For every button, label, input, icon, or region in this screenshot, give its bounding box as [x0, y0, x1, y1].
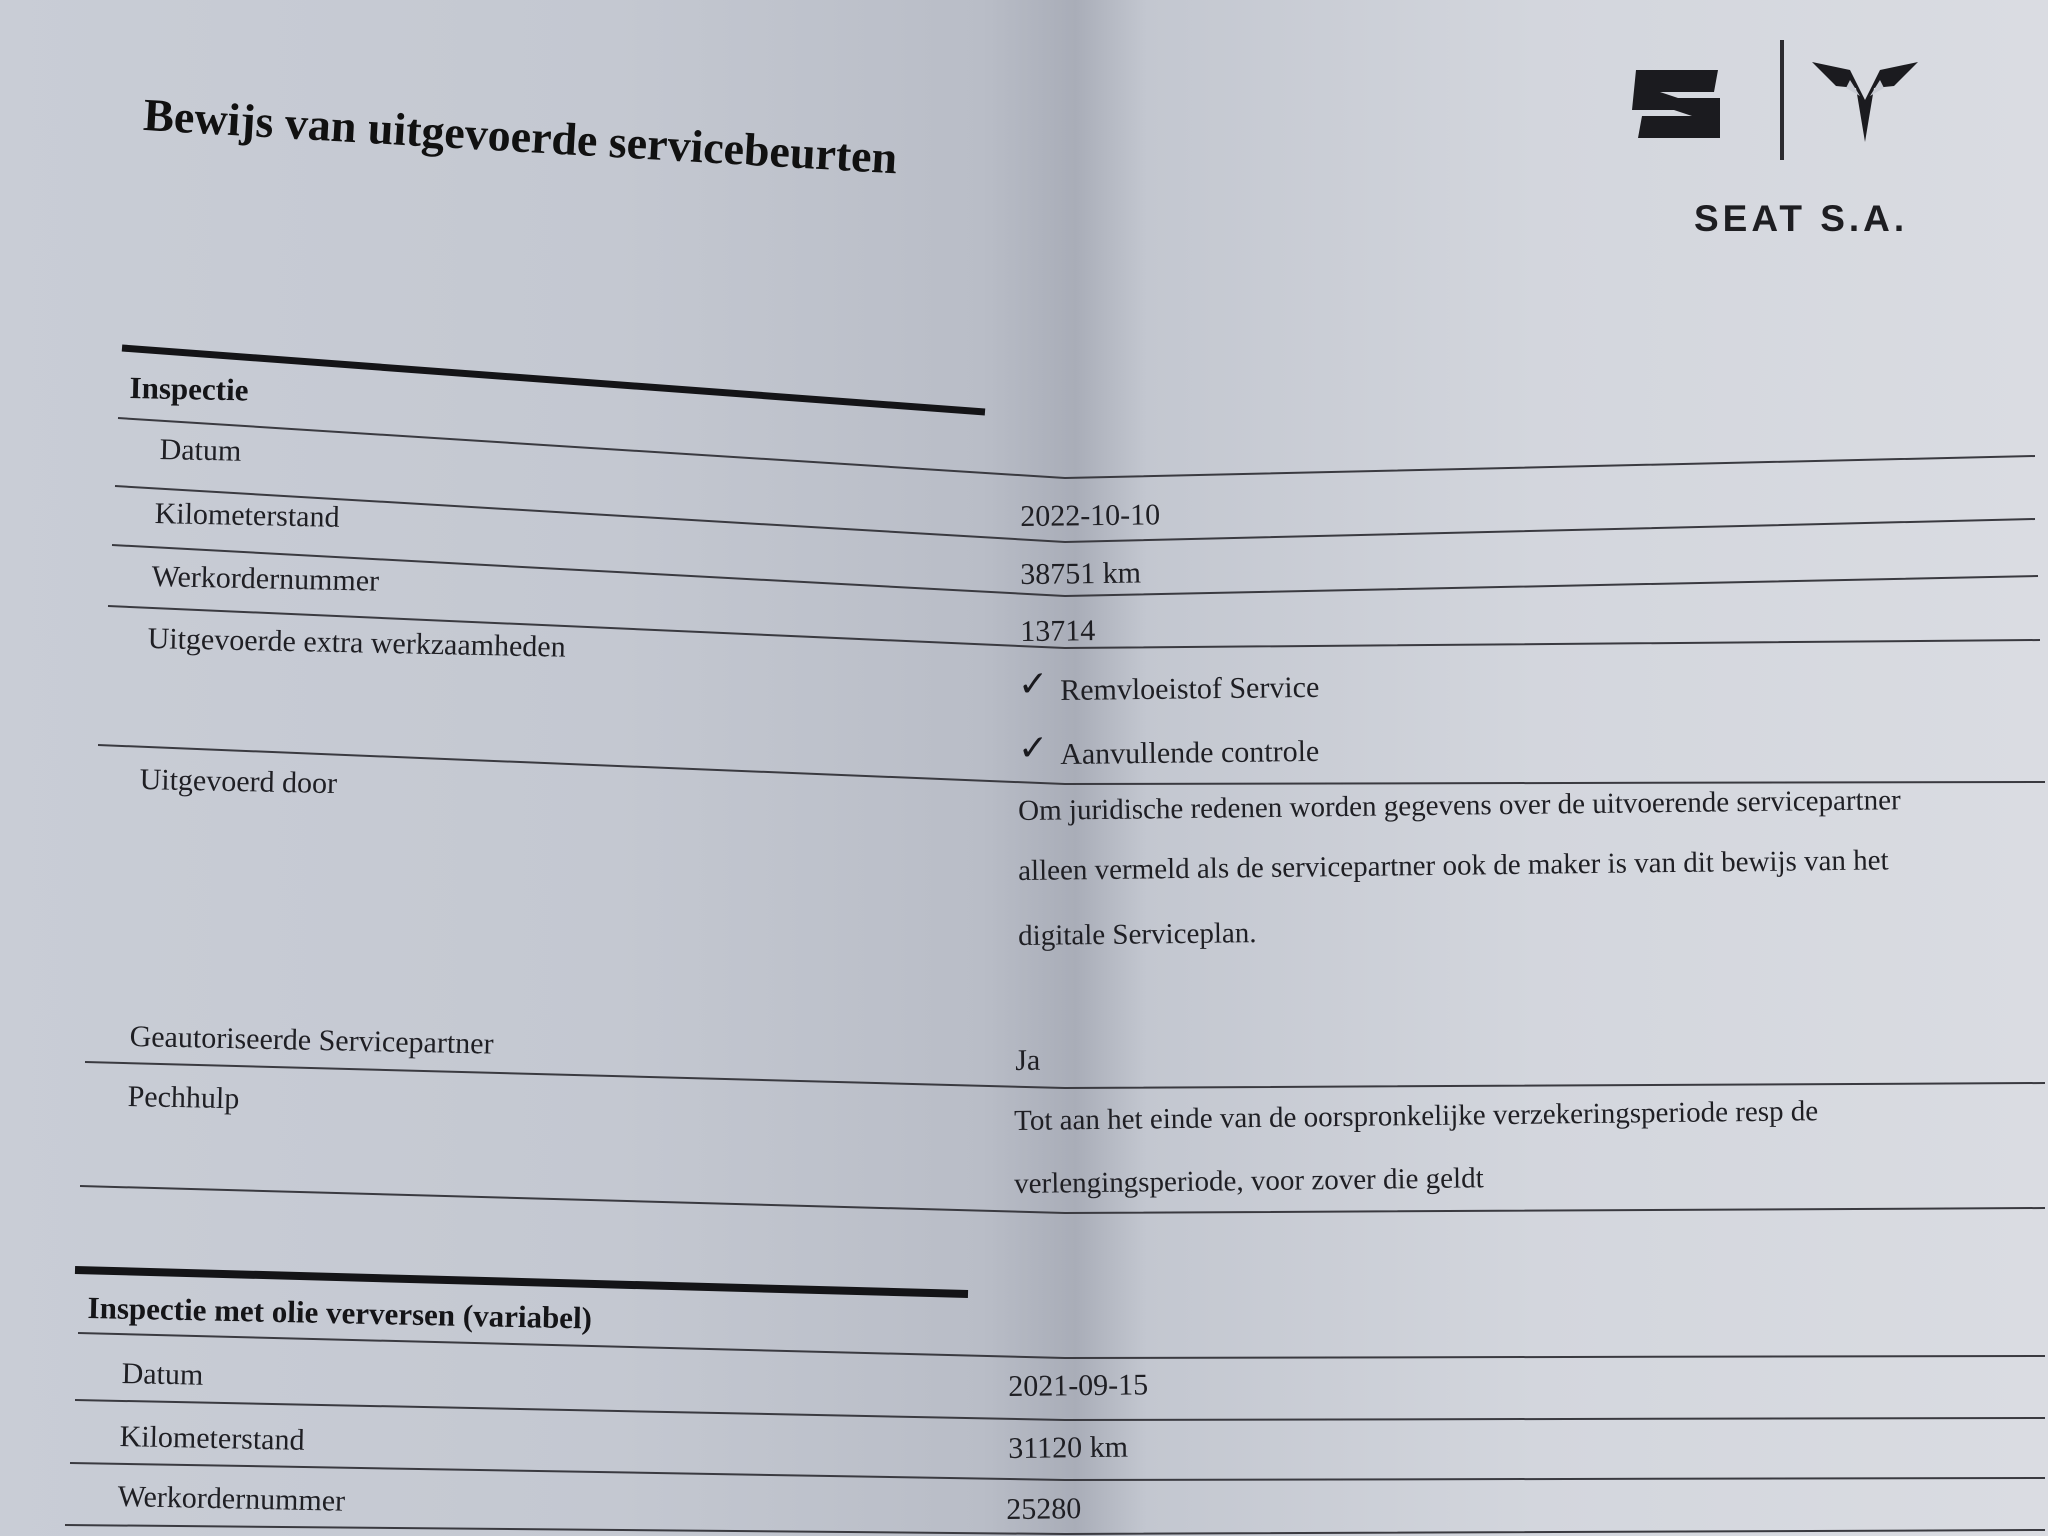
row-rule [85, 1062, 2045, 1088]
company-name: SEAT S.A. [1694, 198, 1909, 239]
pechhulp-text: verlengingsperiode, voor zover die geldt [1014, 1162, 1484, 1200]
kilometerstand-value: 38751 km [1020, 556, 1142, 591]
row-rule [118, 418, 2035, 478]
werkordernummer-value: 13714 [1020, 614, 1096, 648]
datum-label: Datum [159, 433, 242, 468]
row-rule [70, 1463, 2045, 1480]
geautoriseerde-servicepartner-value: Ja [1015, 1043, 1041, 1077]
olie-werkordernummer-label: Werkordernummer [117, 1480, 346, 1518]
section-bar [75, 1270, 968, 1294]
pechhulp-text: Tot aan het einde van de oorspronkelijke verzekeringsperiode resp de [1014, 1095, 1819, 1137]
checkmark-icon: ✓ [1018, 728, 1049, 769]
uitgevoerd-door-label: Uitgevoerd door [139, 763, 338, 801]
olie-datum-label: Datum [121, 1357, 204, 1392]
row-rule [78, 1333, 2045, 1358]
olie-datum-value: 2021-09-15 [1008, 1368, 1149, 1403]
datum-value: 2022-10-10 [1020, 498, 1161, 533]
geautoriseerde-servicepartner-label: Geautoriseerde Servicepartner [129, 1020, 494, 1061]
document-title: Bewijs van uitgevoerde servicebeurten [142, 88, 899, 184]
werkordernummer-label: Werkordernummer [151, 560, 380, 598]
inspectie-olie-heading: Inspectie met olie verversen (variabel) [87, 1290, 593, 1336]
extra-werkzaamheden-label: Uitgevoerde extra werkzaamheden [147, 622, 567, 664]
inspectie-heading: Inspectie [129, 370, 249, 408]
kilometerstand-label: Kilometerstand [154, 497, 340, 534]
olie-kilometerstand-value: 31120 km [1008, 1430, 1129, 1465]
extra-item: Aanvullende controle [1060, 734, 1320, 771]
pechhulp-label: Pechhulp [127, 1080, 240, 1116]
section-bar [122, 348, 985, 412]
olie-kilometerstand-label: Kilometerstand [119, 1420, 305, 1457]
checkmark-icon: ✓ [1018, 664, 1049, 705]
extra-item: Remvloeistof Service [1060, 670, 1320, 707]
uitgevoerd-door-text: Om juridische redenen worden gegevens over de uitvoerende servicepartner [1018, 784, 1901, 827]
uitgevoerd-door-text: digitale Serviceplan. [1018, 917, 1257, 952]
olie-werkordernummer-value: 25280 [1006, 1492, 1082, 1526]
uitgevoerd-door-text: alleen vermeld als de servicepartner ook de maker is van dit bewijs van het [1018, 844, 1889, 887]
